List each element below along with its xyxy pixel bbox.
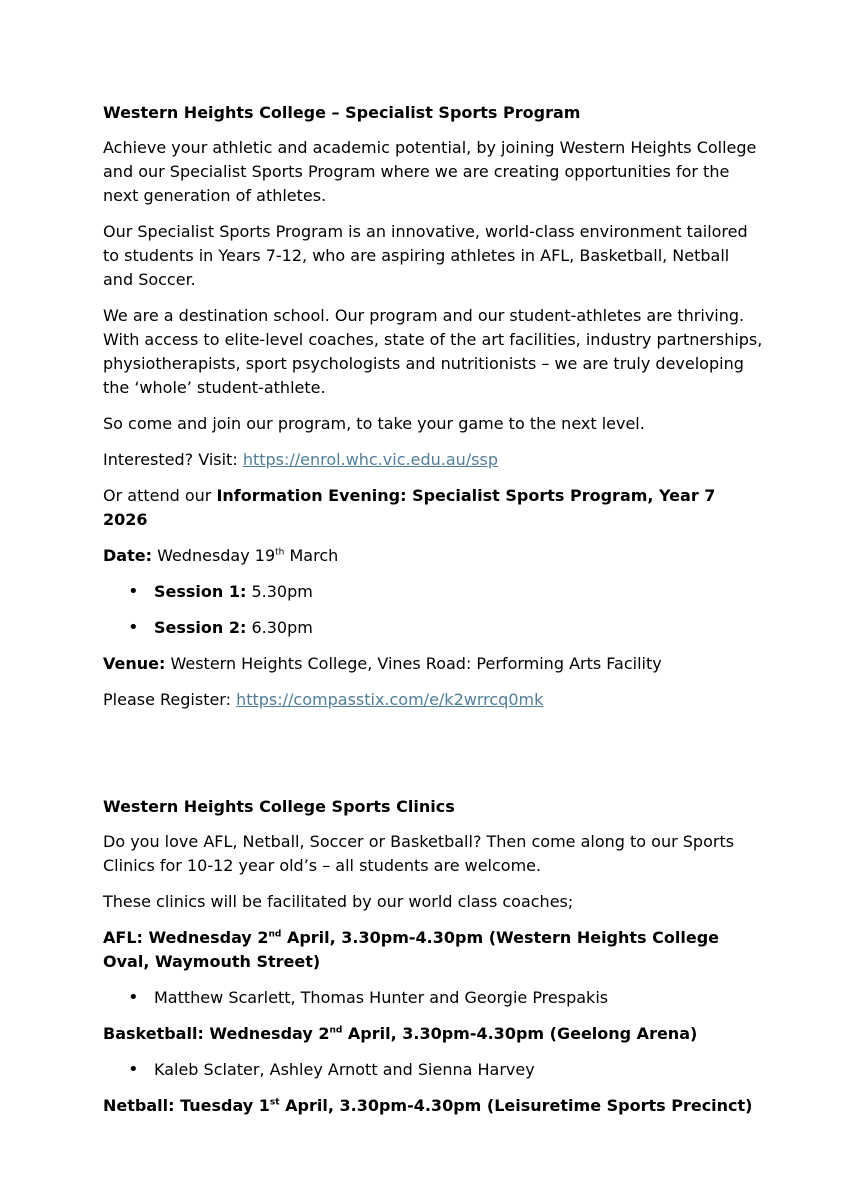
- clinics-coaches-paragraph: These clinics will be facilitated by our world class coaches;: [103, 892, 574, 911]
- basketball-ordinal: nd: [329, 1025, 343, 1036]
- afl-coach-list: [103, 986, 763, 1010]
- afl-clinic-line: [103, 926, 763, 974]
- session-time: 6.30pm: [246, 618, 313, 637]
- ssp-intro-paragraph: Achieve your athletic and academic potential, by joining Western Heights College and our Specialist Sports Program where we are creating opportunities for the next generation of athletes.: [103, 138, 757, 205]
- enrol-link[interactable]: https://enrol.whc.vic.edu.au/ssp: [242, 450, 498, 469]
- register-link[interactable]: https://compasstix.com/e/k2wrrcq0mk: [236, 690, 544, 709]
- session-item: [103, 616, 763, 640]
- date-month: March: [284, 546, 339, 565]
- ssp-interested-line: [103, 448, 763, 472]
- date-ordinal: th: [275, 547, 285, 558]
- basketball-coach-list: [103, 1058, 763, 1082]
- ssp-heading: Western Heights College – Specialist Sports Program: [103, 103, 581, 122]
- ssp-program-paragraph: Our Specialist Sports Program is an innovative, world-class environment tailored to students in Years 7-12, who are aspiring athletes in AFL, Basketball, Netball and Soccer.: [103, 222, 748, 289]
- afl-coaches-item: • Matthew Scarlett, Thomas Hunter and Georgie Prespakis: [103, 986, 763, 1010]
- basketball-coaches-item: • Kaleb Sclater, Ashley Arnott and Sienna Harvey: [103, 1058, 763, 1082]
- session-label: Session 2:: [154, 618, 247, 637]
- afl-ordinal: nd: [268, 929, 282, 940]
- date-label: Date:: [103, 546, 152, 565]
- ssp-destination-paragraph: We are a destination school. Our program and our student-athletes are thriving. With access to elite-level coaches, state of the art facilities, industry partnerships, physiotherapists, sport psychologists and nutritionists – we are truly developing the ‘whole’ student-athlete.: [103, 306, 763, 397]
- ssp-attend-line: [103, 484, 763, 532]
- basketball-clinic-pre: Basketball: Wednesday 2: [103, 1024, 330, 1043]
- info-evening-title: Information Evening: Specialist Sports Program, Year 7 2026: [103, 486, 716, 529]
- ssp-join-paragraph: So come and join our program, to take your game to the next level.: [103, 414, 645, 433]
- ssp-date-line: [103, 544, 763, 568]
- afl-clinic-pre: AFL: Wednesday 2: [103, 928, 269, 947]
- session-item: [103, 580, 763, 604]
- date-day: Wednesday 19: [151, 546, 276, 565]
- venue-value: Western Heights College, Vines Road: Performing Arts Facility: [165, 654, 662, 673]
- document-body: [103, 101, 763, 1130]
- netball-ordinal: st: [269, 1097, 280, 1108]
- netball-clinic-post: April, 3.30pm-4.30pm (Leisuretime Sports Precinct): [279, 1096, 753, 1115]
- section-spacer: [103, 724, 763, 795]
- netball-clinic-pre: Netball: Tuesday 1: [103, 1096, 270, 1115]
- register-label: Please Register:: [103, 690, 237, 709]
- netball-clinic-line: [103, 1094, 763, 1118]
- basketball-clinic-line: [103, 1022, 763, 1046]
- clinics-heading: Western Heights College Sports Clinics: [103, 797, 455, 816]
- basketball-clinic-post: April, 3.30pm-4.30pm (Geelong Arena): [342, 1024, 698, 1043]
- ssp-register-line: [103, 688, 763, 712]
- session-label: Session 1:: [154, 582, 247, 601]
- session-list: [103, 580, 763, 640]
- afl-clinic-post: April, 3.30pm-4.30pm (Western Heights College Oval, Waymouth Street): [103, 928, 719, 971]
- venue-label: Venue:: [103, 654, 166, 673]
- clinics-intro-paragraph: Do you love AFL, Netball, Soccer or Basketball? Then come along to our Sports Clinics for 10-12 year old’s – all students are welcome.: [103, 832, 735, 875]
- attend-prefix: Or attend our: [103, 486, 217, 505]
- ssp-venue-line: [103, 652, 763, 676]
- session-time: 5.30pm: [246, 582, 313, 601]
- interested-label: Interested? Visit:: [103, 450, 243, 469]
